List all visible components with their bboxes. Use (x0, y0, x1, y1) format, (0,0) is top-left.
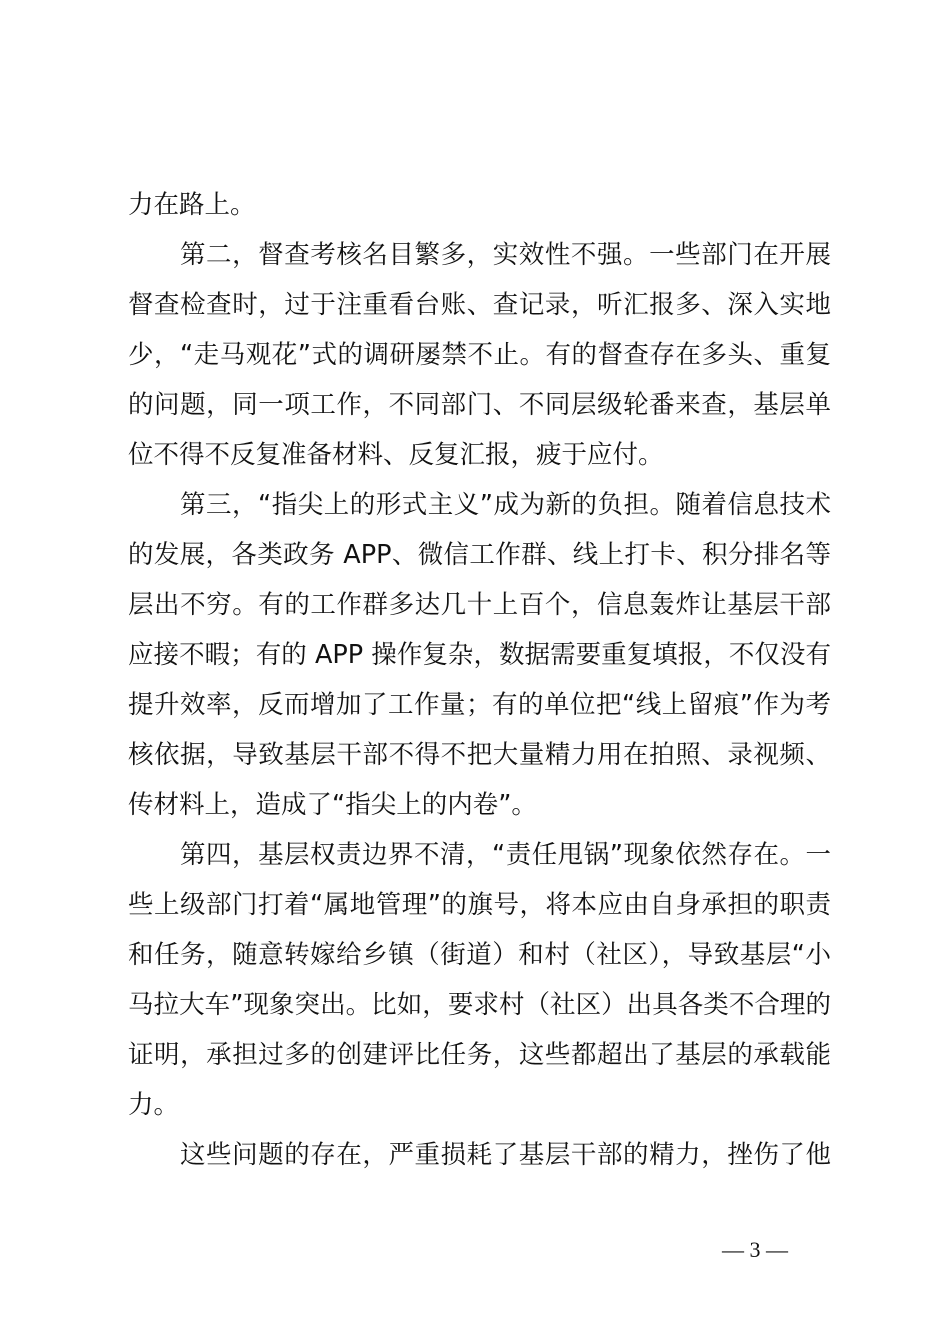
paragraph-line: 第四，基层权责边界不清，“责任甩锅”现象依然存在。一 (180, 840, 831, 870)
paragraph-line: 少，“走马观花”式的调研屡禁不止。有的督查存在多头、重复 (128, 340, 831, 370)
paragraph-line: 这些问题的存在，严重损耗了基层干部的精力，挫伤了他 (180, 1140, 831, 1170)
paragraph-line: 核依据，导致基层干部不得不把大量精力用在拍照、录视频、 (128, 740, 831, 770)
page-number: — 3 — (722, 1237, 788, 1262)
paragraph-line: 提升效率，反而增加了工作量；有的单位把“线上留痕”作为考 (128, 690, 831, 720)
paragraph-line: 证明，承担过多的创建评比任务，这些都超出了基层的承载能 (128, 1040, 831, 1070)
paragraph-line: 的发展，各类政务 APP、微信工作群、线上打卡、积分排名等 (128, 540, 831, 570)
paragraph-line: 层出不穷。有的工作群多达几十上百个，信息轰炸让基层干部 (128, 590, 831, 620)
paragraph-line: 督查检查时，过于注重看台账、查记录，听汇报多、深入实地 (128, 290, 831, 320)
paragraph-line: 的问题，同一项工作，不同部门、不同层级轮番来查，基层单 (128, 390, 831, 420)
paragraph-line: 传材料上，造成了“指尖上的内卷”。 (128, 790, 537, 820)
paragraph-line: 位不得不反复准备材料、反复汇报，疲于应付。 (128, 440, 664, 470)
paragraph-line: 马拉大车”现象突出。比如，要求村（社区）出具各类不合理的 (128, 990, 831, 1020)
paragraph-line: 力在路上。 (128, 190, 256, 220)
paragraph-line: 些上级部门打着“属地管理”的旗号，将本应由自身承担的职责 (128, 890, 831, 920)
paragraph-line: 和任务，随意转嫁给乡镇（街道）和村（社区），导致基层“小 (128, 940, 831, 970)
paragraph-line: 第二，督查考核名目繁多，实效性不强。一些部门在开展 (180, 240, 831, 270)
paragraph-line: 第三，“指尖上的形式主义”成为新的负担。随着信息技术 (180, 490, 831, 520)
paragraph-line: 力。 (128, 1090, 180, 1120)
paragraph-line: 应接不暇；有的 APP 操作复杂，数据需要重复填报，不仅没有 (128, 640, 831, 670)
